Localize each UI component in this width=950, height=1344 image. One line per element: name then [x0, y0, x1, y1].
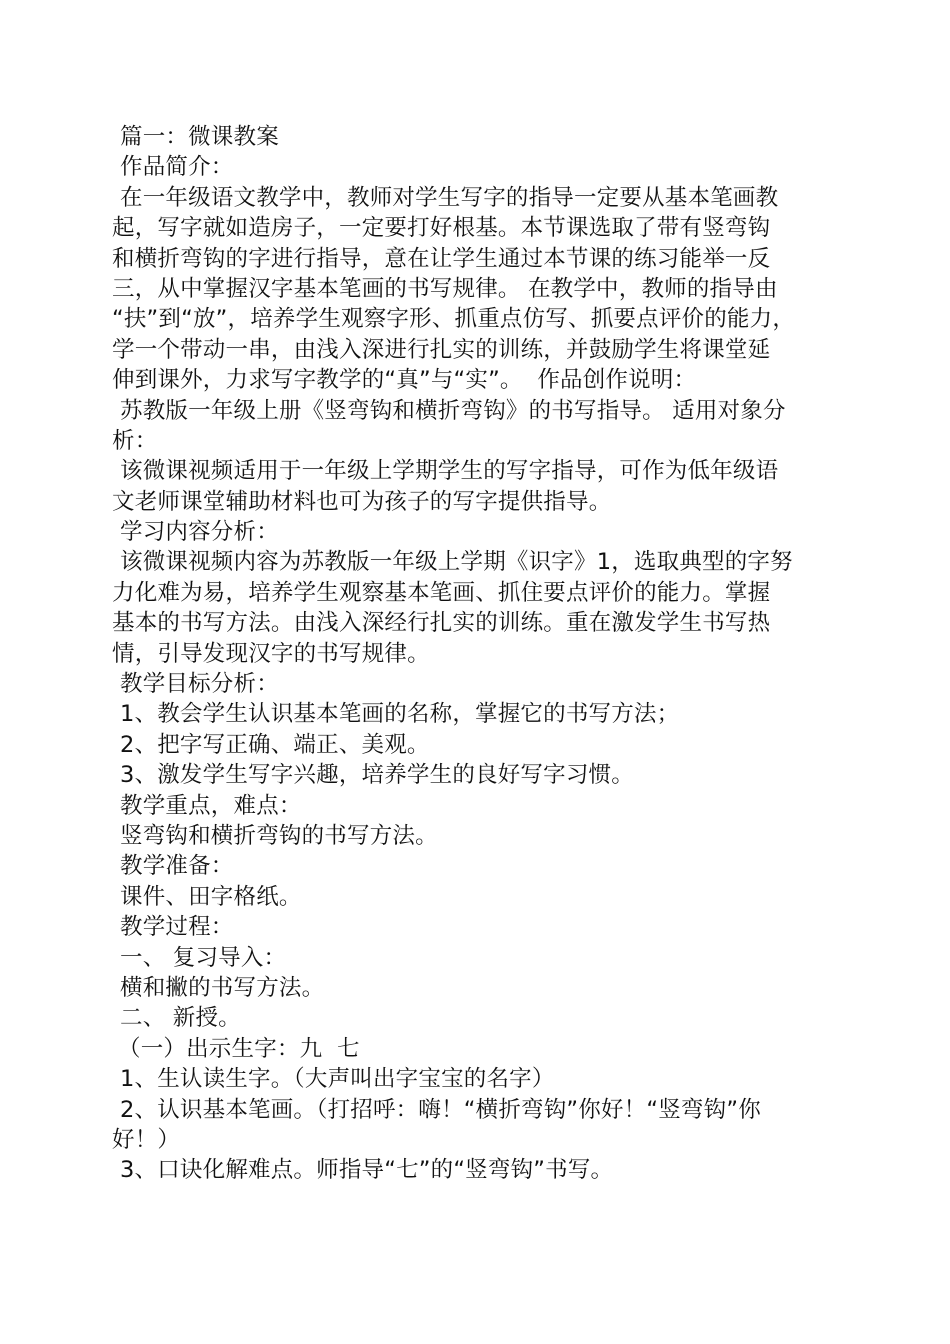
text-line-content: 文老师课堂辅助材料也可为孩子的写字提供指导。 [112, 488, 612, 515]
text-line [0, 213, 950, 243]
text-line [0, 608, 950, 638]
text-line [0, 943, 950, 973]
text-line-content: 教学目标分析： [120, 671, 279, 698]
text-line [0, 396, 950, 426]
text-line-content: 力化难为易，培养学生观察基本笔画、抓住要点评价的能力。掌握 [112, 579, 771, 606]
text-line-content: 三，从中掌握汉字基本笔画的书写规律。 在教学中，教师的指导由 [112, 275, 778, 302]
text-line-content: 教学重点，难点： [120, 792, 302, 819]
text-line-content: 一、 复习导入： [120, 944, 287, 971]
text-line-content: 析： [112, 427, 158, 454]
text-line [0, 304, 950, 334]
text-line-content: 2、认识基本笔画。（打招呼：嗨！“横折弯钩”你好！“竖弯钩”你 [120, 1096, 761, 1123]
text-line [0, 274, 950, 304]
text-line-content: 学习内容分析： [120, 519, 279, 546]
text-line [0, 456, 950, 486]
text-line [0, 912, 950, 942]
text-line-content: 该微课视频内容为苏教版一年级上学期《识字》1，选取典型的字努 [120, 549, 793, 576]
text-line-content: 二、 新授。 [120, 1005, 241, 1032]
text-line-content: 起，写字就如造房子，一定要打好根基。本节课选取了带有竖弯钩 [112, 215, 771, 242]
text-line [0, 487, 950, 517]
text-line-content: 篇一：微课教案 [120, 124, 279, 150]
text-line-content: 竖弯钩和横折弯钩的书写方法。 [120, 822, 438, 849]
text-line [0, 1095, 950, 1125]
text-line-content: 学一个带动一串，由浅入深进行扎实的训练，并鼓励学生将课堂延 [112, 336, 771, 363]
text-line-content: 情，引导发现汉字的书写规律。 [112, 640, 430, 667]
text-line-content: 1、生认读生字。（大声叫出字宝宝的名字） [120, 1066, 555, 1093]
text-line [0, 1064, 950, 1094]
text-line-content: （一）出示生字：九 七 [118, 1035, 360, 1062]
text-line [0, 882, 950, 912]
text-line [0, 1125, 950, 1155]
text-line [0, 152, 950, 182]
text-line [0, 335, 950, 365]
text-line [0, 547, 950, 577]
text-line-content: 好！） [112, 1126, 181, 1153]
text-line [0, 578, 950, 608]
text-line-content: 该微课视频适用于一年级上学期学生的写字指导，可作为低年级语 [120, 458, 779, 485]
text-line [0, 821, 950, 851]
text-line [0, 1155, 950, 1185]
text-line-content: 课件、田字格纸。 [120, 883, 302, 910]
text-line-content: 3、激发学生写字兴趣，培养学生的良好写字习惯。 [120, 762, 634, 789]
text-line-content: 教学准备： [120, 853, 234, 880]
text-line-content: 作品简介： [120, 154, 234, 181]
text-line-content: 伸到课外，力求写字教学的“真”与“实”。 作品创作说明： [112, 367, 697, 394]
text-line [0, 1003, 950, 1033]
text-line [0, 760, 950, 790]
text-line-content: 2、把字写正确、端正、美观。 [120, 731, 430, 758]
text-line [0, 973, 950, 1003]
text-line-content: 和横折弯钩的字进行指导，意在让学生通过本节课的练习能举一反 [112, 245, 771, 272]
text-line-content: 横和撇的书写方法。 [120, 974, 325, 1001]
text-line [0, 1034, 950, 1064]
text-line [0, 244, 950, 274]
text-line [0, 122, 950, 152]
text-line [0, 851, 950, 881]
text-line-content: 教学过程： [120, 914, 234, 941]
text-line [0, 639, 950, 669]
text-line-content: 1、教会学生认识基本笔画的名称，掌握它的书写方法； [120, 701, 680, 728]
text-line [0, 517, 950, 547]
text-line-content: 3、口诀化解难点。师指导“七”的“竖弯钩”书写。 [120, 1157, 614, 1184]
text-line-content: 苏教版一年级上册《竖弯钩和横折弯钩》的书写指导。 适用对象分 [120, 397, 786, 424]
document-body [0, 122, 950, 1186]
text-line [0, 426, 950, 456]
text-line-content: “扶”到“放”，培养学生观察字形、抓重点仿写、抓要点评价的能力， [112, 306, 796, 333]
text-line-content: 基本的书写方法。由浅入深经行扎实的训练。重在激发学生书写热 [112, 610, 771, 637]
text-line [0, 183, 950, 213]
text-line-content: 在一年级语文教学中，教师对学生写字的指导一定要从基本笔画教 [120, 184, 779, 211]
text-line [0, 669, 950, 699]
text-line [0, 730, 950, 760]
text-line [0, 699, 950, 729]
text-line [0, 791, 950, 821]
text-line [0, 365, 950, 395]
